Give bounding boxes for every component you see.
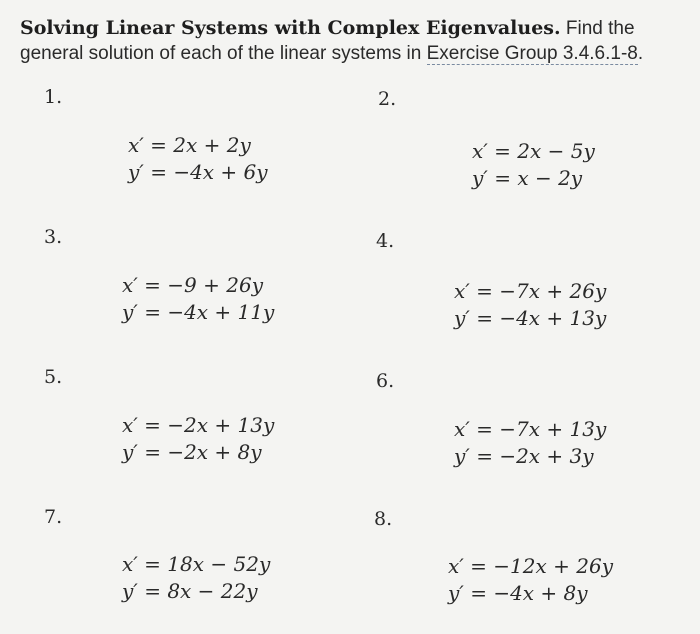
problem-4-system — [454, 278, 606, 332]
problem-8-system — [448, 553, 613, 607]
problem-3-system — [122, 272, 274, 326]
exercise-header — [20, 16, 690, 66]
exercise-group-link[interactable]: Exercise Group 3.4.6.1-8 — [426, 43, 638, 64]
problem-7-system — [122, 551, 270, 605]
problem-1-eq-y: y′ = −4x + 6y — [128, 160, 268, 184]
problem-1-system — [128, 132, 268, 186]
problem-1-number: 1. — [44, 86, 63, 108]
problem-8-number: 8. — [374, 508, 393, 530]
problem-5-number: 5. — [44, 366, 63, 388]
problem-2-number: 2. — [378, 88, 397, 110]
problem-3-eq-y: y′ = −4x + 11y — [122, 300, 275, 324]
problem-2-eq-y: y′ = x − 2y — [472, 166, 583, 190]
problem-2-eq-x: x′ = 2x − 5y — [472, 139, 595, 163]
problem-5-system — [122, 412, 274, 466]
problem-7-eq-x: x′ = 18x − 52y — [122, 552, 271, 576]
problem-6-number: 6. — [376, 370, 395, 392]
instructions-text: Find the general solution of each of the linear systems in — [20, 18, 635, 64]
problem-3-eq-x: x′ = −9 + 26y — [122, 273, 263, 297]
problem-5-eq-x: x′ = −2x + 13y — [122, 413, 275, 437]
section-title: Solving Linear Systems with Complex Eigenvalues. — [20, 17, 561, 39]
problem-7-eq-y: y′ = 8x − 22y — [122, 579, 258, 603]
problem-3-number: 3. — [44, 226, 63, 248]
problem-2-system — [472, 138, 595, 192]
problem-4-eq-x: x′ = −7x + 26y — [454, 279, 607, 303]
problem-6-system — [454, 416, 606, 470]
problem-8-eq-x: x′ = −12x + 26y — [448, 554, 613, 578]
problem-4-number: 4. — [376, 230, 395, 252]
problem-6-eq-y: y′ = −2x + 3y — [454, 444, 594, 468]
problem-8-eq-y: y′ = −4x + 8y — [448, 581, 588, 605]
problem-6-eq-x: x′ = −7x + 13y — [454, 417, 607, 441]
problem-7-number: 7. — [44, 506, 63, 528]
problem-5-eq-y: y′ = −2x + 8y — [122, 440, 262, 464]
problem-4-eq-y: y′ = −4x + 13y — [454, 306, 607, 330]
problem-1-eq-x: x′ = 2x + 2y — [128, 133, 251, 157]
instructions-end: . — [637, 43, 644, 64]
